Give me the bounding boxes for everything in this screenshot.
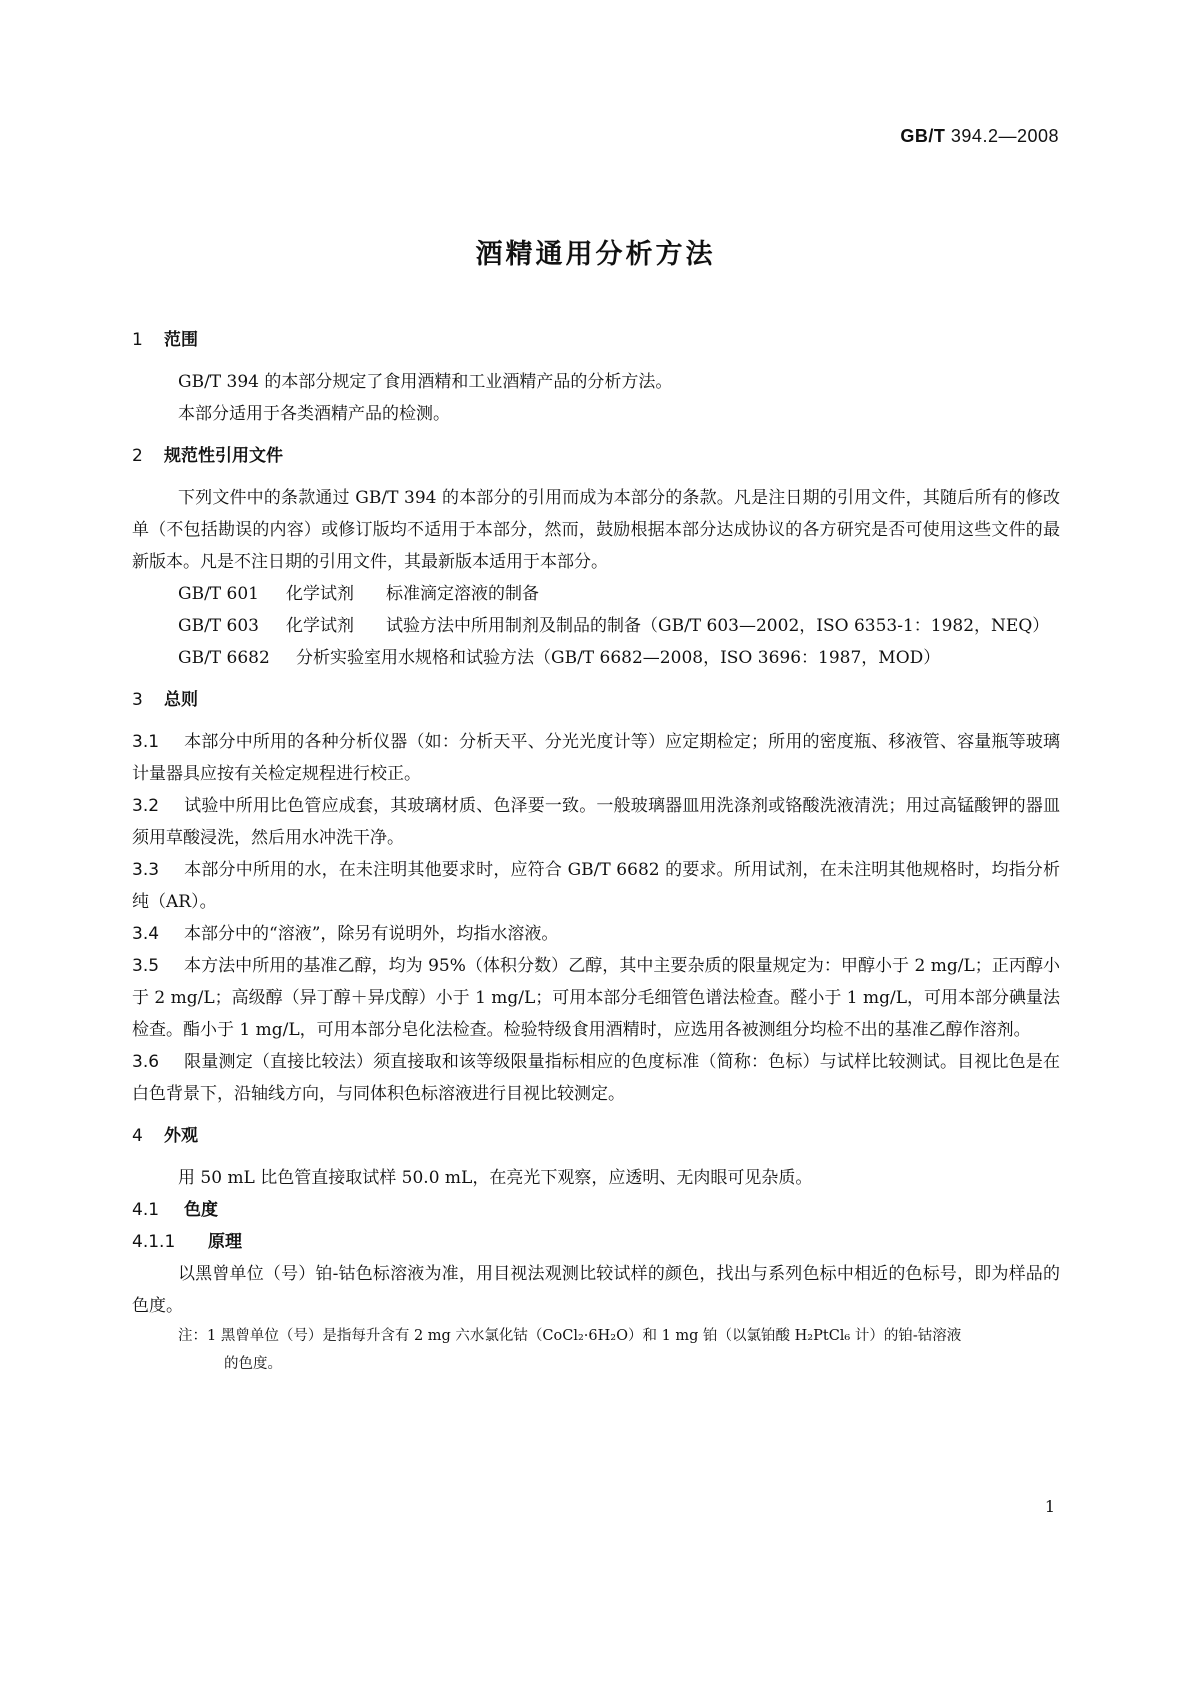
- note: [132, 1322, 1060, 1378]
- clause-3-3: 3.3 本部分中所用的水，在未注明其他要求时，应符合 GB/T 6682 的要求。所用试剂，在未注明其他规格时，均指分析纯（AR）。: [132, 860, 1060, 912]
- standard-prefix: GB/T: [900, 126, 946, 146]
- clause-3-6: 3.6 限量测定（直接比较法）须直接取和该等级限量指标相应的色度标准（简称：色标）与试样比较测试。目视比色是在白色背景下，沿轴线方向，与同体积色标溶液进行目视比较测定。: [132, 1052, 1060, 1104]
- section-4-para: 用 50 mL 比色管直接取试样 50.0 mL，在亮光下观察，应透明、无肉眼可见杂质。: [178, 1168, 813, 1188]
- section-2-intro: 下列文件中的条款通过 GB/T 394 的本部分的引用而成为本部分的条款。凡是注日期的引用文件，其随后所有的修改单（不包括勘误的内容）或修订版均不适用于本部分，然而，鼓励根据本部分达成协议的各方研究是否可使用这些文件的最新版本。凡是不注日期的引用文件，其最新版本适用于本部分。: [132, 488, 1060, 572]
- section-1-para-2: 本部分适用于各类酒精产品的检测。: [178, 404, 450, 424]
- note-line-1: 注：1 黑曾单位（号）是指每升含有 2 mg 六水氯化钴（CoCl₂·6H₂O）和 1 mg 铂（以氯铂酸 H₂PtCl₆ 计）的铂-钴溶液: [178, 1328, 962, 1344]
- section-4-1-1-heading: 4.1.1 原理: [132, 1232, 242, 1252]
- section-4-heading: 4 外观: [132, 1126, 198, 1146]
- section-4-1-heading: 4.1 色度: [132, 1200, 218, 1220]
- reference-item: GB/T 603 化学试剂 试验方法中所用制剂及制品的制备（GB/T 603—2002，ISO 6353-1：1982，NEQ）: [178, 616, 1050, 636]
- standard-number: 394.2—2008: [950, 126, 1059, 146]
- section-1-heading: 1 范围: [132, 330, 198, 350]
- clause-3-5: 3.5 本方法中所用的基准乙醇，均为 95%（体积分数）乙醇，其中主要杂质的限量规定为：甲醇小于 2 mg/L；正丙醇小于 2 mg/L；高级醇（异丁醇＋异戊醇）小于 1 mg/L；可用本部分毛细管色谱法检查。醛小于 1 mg/L，可用本部分碘量法检查。酯小于 1 mg/L，可用本部分皂化法检查。检验特级食用酒精时，应选用各被测组分均检不出的基准乙醇作溶剂。: [132, 956, 1060, 1040]
- clause-3-2: 3.2 试验中所用比色管应成套，其玻璃材质、色泽要一致。一般玻璃器皿用洗涤剂或铬酸洗液清洗；用过高锰酸钾的器皿须用草酸浸洗，然后用水冲洗干净。: [132, 796, 1060, 848]
- principle-para: 以黑曾单位（号）铂-钴色标溶液为准，用目视法观测比较试样的颜色，找出与系列色标中相近的色标号，即为样品的色度。: [132, 1264, 1060, 1316]
- standard-code: [900, 126, 1059, 147]
- reference-item: GB/T 6682 分析实验室用水规格和试验方法（GB/T 6682—2008，ISO 3696：1987，MOD）: [178, 648, 941, 668]
- document-title: 酒精通用分析方法: [475, 239, 716, 270]
- reference-item: GB/T 601 化学试剂 标准滴定溶液的制备: [178, 584, 539, 604]
- section-2-heading: 2 规范性引用文件: [132, 446, 283, 466]
- section-1-para-1: GB/T 394 的本部分规定了食用酒精和工业酒精产品的分析方法。: [178, 372, 673, 392]
- section-3-heading: 3 总则: [132, 690, 198, 710]
- clause-3-4: 3.4 本部分中的“溶液”，除另有说明外，均指水溶液。: [132, 924, 559, 944]
- document-body: [132, 328, 1060, 1378]
- page-number: 1: [1044, 1497, 1055, 1516]
- clause-3-1: 3.1 本部分中所用的各种分析仪器（如：分析天平、分光光度计等）应定期检定；所用的密度瓶、移液管、容量瓶等玻璃计量器具应按有关检定规程进行校正。: [132, 732, 1060, 784]
- note-line-2: 的色度。: [224, 1356, 282, 1372]
